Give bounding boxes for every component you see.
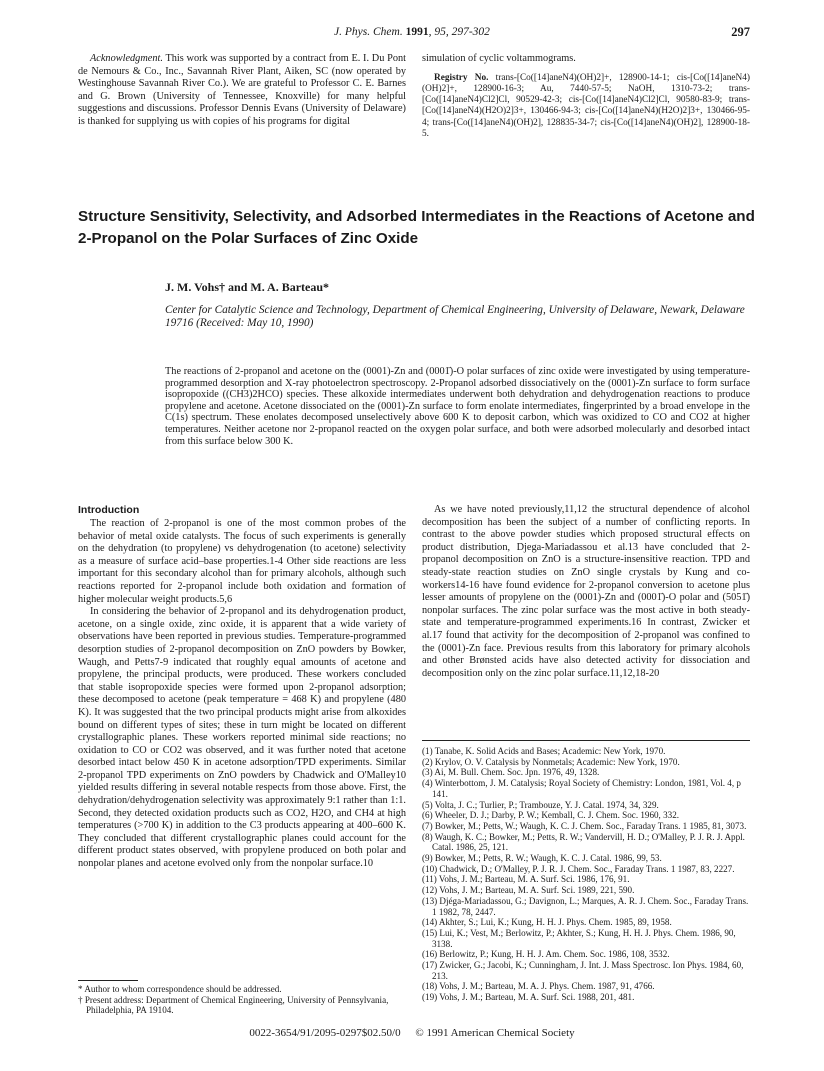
running-header	[0, 26, 824, 38]
reference-item: (1) Tanabe, K. Solid Acids and Bases; Academic: New York, 1970.	[422, 746, 666, 756]
reference-item: (5) Volta, J. C.; Turlier, P.; Trambouze, Y. J. Catal. 1974, 34, 329.	[422, 799, 659, 810]
reference-item: (4) Winterbottom, J. M. Catalysis; Royal Society of Chemistry: London, 1981, Vol. 4, p 141.	[422, 778, 741, 799]
article-affiliation: Center for Catalytic Science and Technology, Department of Chemical Engineering, University of Delaware, Newark, Delaware 19716 (Received: May 10, 1990)	[165, 304, 745, 330]
references-list	[422, 746, 750, 1003]
references	[422, 740, 750, 1003]
copyright: © 1991 American Chemical Society	[415, 1027, 575, 1039]
right-paragraph-1: As we have noted previously,11,12 the structural dependence of alcohol decomposition has been the subject of a number of conflicting reports. In contrast to the above powder studies which proposed structural effects on product distribution, Djega-Mariadassou et al.13 have concluded that 2-propanol decomposition on ZnO is a structure-insensitive reaction. TPD and steady-state reaction studies on ZnO single crystals by Kung and co-workers14-16 have found evidence for 2-propanol conversion to acetone plus lesser amounts of propylene on the (0001)-Zn and (0001̄)-O polar and (5051̄) nonpolar surfaces. The zinc polar surface was the most active in both steady-state and temperature-programmed experiments.16 In contrast, Zwicker et al.17 found that activity for the decomposition of 2-propanol was confined to the (0001)-Zn face. Previous results from this laboratory for primary alcohols and other Brønsted acids have also detected activity for dissociation and decomposition only on the zinc polar surface.11,12,18-20	[422, 504, 750, 679]
reference-item: (16) Berlowitz, P.; Kung, H. H. J. Am. Chem. Soc. 1986, 108, 3532.	[422, 949, 670, 960]
article-abstract: The reactions of 2-propanol and acetone on the (0001)-Zn and (0001̄)-O polar surfaces of zinc oxide were investigated by using temperature-programmed desorption and X-ray photoelectron spectroscopy. 2-Propanol adsorbed dissociatively on the (0001)-Zn surface to form surface isopropoxide ((CH3)2HCO) species. These alkoxide intermediates underwent both dehydration and dehydrogenation reactions to produce propylene and acetone. Acetone dissociated on the (0001)-Zn surface to form enolate intermediates, fingerprinted by a broad envelope in the C(1s) spectrum. These enolates decomposed unselectively above 600 K to deposit carbon, which was oxidized to CO and CO2 at higher temperatures. Neither acetone nor 2-propanol reacted on the oxygen polar surface, and both were adsorbed molecularly and desorbed intact from this surface below 300 K.	[165, 366, 750, 447]
right-body	[422, 504, 750, 680]
article-authors: J. M. Vohs† and M. A. Barteau*	[165, 280, 330, 294]
reference-item: (7) Bowker, M.; Petts, W.; Waugh, K. C. J. Chem. Soc., Faraday Trans. 1 1985, 81, 3073.	[422, 820, 747, 831]
registry-label: Registry No.	[434, 72, 489, 83]
reference-item: (6) Wheeler, D. J.; Darby, P. W.; Kemball, C. J. Chem. Soc. 1960, 332.	[422, 810, 680, 821]
registry-text: trans-[Co([14]aneN4)(OH)2]+, 128900-14-1; cis-[Co([14]aneN4)(OH)2]+, 128900-16-3; Au, 7440-57-5; NaOH, 1310-73-2; trans-[Co([14]aneN4)Cl2]Cl, 90529-42-3; cis-[Co([14]aneN4)Cl2]Cl, 90580-83-9; trans-[Co([14]aneN4)(H2O)2]3+, 130466-94-3; cis-[Co([14]aneN4)(H2O)2]3+, 130466-95-4; trans-[Co([14]aneN4)(OH)2], 128835-34-7; cis-[Co([14]aneN4)(OH)2], 128900-18-5.	[422, 72, 751, 140]
reference-item: (15) Lui, K.; Vest, M.; Berlowitz, P.; Akhter, S.; Kung, H. H. J. Phys. Chem. 1986, 90, 3138.	[422, 927, 736, 949]
reference-item: (8) Waugh, K. C.; Bowker, M.; Petts, R. W.; Vandervill, H. D.; O'Malley, P. J. R. J. Appl. Catal. 1986, 25, 121.	[422, 831, 745, 853]
acknowledgment-text: This work was supported by a contract from E. I. Du Pont de Nemours & Co., Inc., Savannah River Plant, Aiken, SC (now operated by Westinghouse Savannah River Co.). We are grateful to Professor C. E. Barnes and G. Brown (University of Tennessee, Knoxville) for many helpful suggestions and discussions. Professor Dennis Evans (University of Delaware) is thanked for supplying us with copies of his programs for digital	[78, 53, 406, 127]
article-title: Structure Sensitivity, Selectivity, and Adsorbed Intermediates in the Reactions of Acetone and 2-Propanol on the Polar Surfaces of Zinc Oxide	[78, 208, 755, 247]
reference-item: (2) Krylov, O. V. Catalysis by Nonmetals; Academic: New York, 1970.	[422, 756, 680, 767]
reference-item: (11) Vohs, J. M.; Barteau, M. A. Surf. Sci. 1986, 176, 91.	[422, 874, 630, 885]
introduction-body	[78, 518, 406, 871]
reference-item: (12) Vohs, J. M.; Barteau, M. A. Surf. Sci. 1989, 221, 590.	[422, 885, 635, 896]
journal-name: J. Phys. Chem.	[334, 26, 403, 38]
previous-article-right	[422, 53, 750, 140]
intro-paragraph-1: The reaction of 2-propanol is one of the most common probes of the behavior of metal oxide catalysts. The focus of such experiments is generally on the dehydration (to propylene) vs dehydrogenation (to acetone) selectivity as a measure of surface acid–base properties.1-4 Other side reactions are less important for this secondary alcohol than for primary alcohols, although such reactions reported for 2-propanol include both oxidation and formation of higher molecular weight products.5,6	[78, 518, 406, 605]
journal-year: 1991	[405, 26, 429, 38]
intro-paragraph-2: In considering the behavior of 2-propanol and its dehydrogenation product, acetone, on a single oxide, zinc oxide, it is apparent that a wide variety of observations have been reported in previous studies. Temperature-programmed desorption studies of 2-propanol decomposition on ZnO powders by Bowker, Waugh, and Petts7-9 indicated that roughly equal amounts of acetone and propylene, the principal products, were produced. These workers concluded that stable isopropoxide species were formed upon 2-propanol adsorption; these decomposed to acetone (peak temperature = 468 K) and propylene (480 K). It was suggested that the two principal products might arise from alkoxides bound on different types of sites; these in turn might be located on different crystallographic planes. These workers reported minimal side reactions; no oxidation to CO or CO2 was observed, and it was further noted that acetone desorbed intact below 450 K in acetone adsorption/TPD experiments. Similar 2-propanol TPD experiments on ZnO powders by Chadwick and O'Malley10 yielded results differing in several notable respects from those above. First, the dehydration/dehydrogenation selectivity was approximately 9:1 rather than 1:1. Second, they detected oxidation products such as CO2, H2O, and CH4 at high temperatures (>700 K) in addition to the C3 products appearing at 400–600 K. They concluded that different crystallographic planes could account for the different product states observed, with propylene produced on both polar and nonpolar planes and acetone evolved only from the nonpolar surface.10	[78, 606, 406, 870]
footnote-present-address: † Present address: Department of Chemical Engineering, University of Pennsylvania, Philadelphia, PA 19104.	[78, 994, 389, 1016]
references-rule	[422, 740, 750, 741]
introduction-heading: Introduction	[78, 504, 140, 516]
footnote-corresponding: * Author to whom correspondence should be addressed.	[78, 984, 282, 994]
issn-code: 0022-3654/91/2095-0297$02.50/0	[249, 1027, 401, 1039]
footnotes	[78, 980, 406, 1016]
previous-continuation: simulation of cyclic voltammograms.	[422, 53, 576, 64]
reference-item: (18) Vohs, J. M.; Barteau, M. A. J. Phys. Chem. 1987, 91, 4766.	[422, 981, 655, 992]
right-column	[422, 504, 750, 680]
reference-item: (14) Akhter, S.; Lui, K.; Kung, H. H. J. Phys. Chem. 1985, 89, 1958.	[422, 917, 672, 928]
reference-item: (3) Ai, M. Bull. Chem. Soc. Jpn. 1976, 49, 1328.	[422, 767, 600, 778]
reference-item: (10) Chadwick, D.; O'Malley, P. J. R. J. Chem. Soc., Faraday Trans. 1 1987, 83, 2227.	[422, 863, 735, 874]
reference-item: (9) Bowker, M.; Petts, R. W.; Waugh, K. C. J. Catal. 1986, 99, 53.	[422, 853, 662, 864]
acknowledgment-label: Acknowledgment.	[90, 53, 163, 64]
registry-numbers	[422, 73, 750, 141]
left-column	[78, 504, 406, 871]
reference-item: (13) Djéga-Mariadassou, G.; Davignon, L.; Marques, A. R. J. Chem. Soc., Faraday Trans. 1 1982, 78, 2447.	[422, 895, 749, 917]
reference-item: (17) Zwicker, G.; Jacobi, K.; Cunningham, J. Int. J. Mass Spectrosc. Ion Phys. 1984, 60, 213.	[422, 960, 744, 981]
page-number: 297	[731, 25, 750, 39]
page-footer	[0, 1027, 824, 1039]
journal-citation: , 95, 297-302	[428, 26, 490, 38]
reference-item: (19) Vohs, J. M.; Barteau, M. A. Surf. Sci. 1988, 201, 481.	[422, 992, 635, 1003]
footnote-rule	[78, 980, 138, 981]
acknowledgment	[78, 53, 406, 129]
